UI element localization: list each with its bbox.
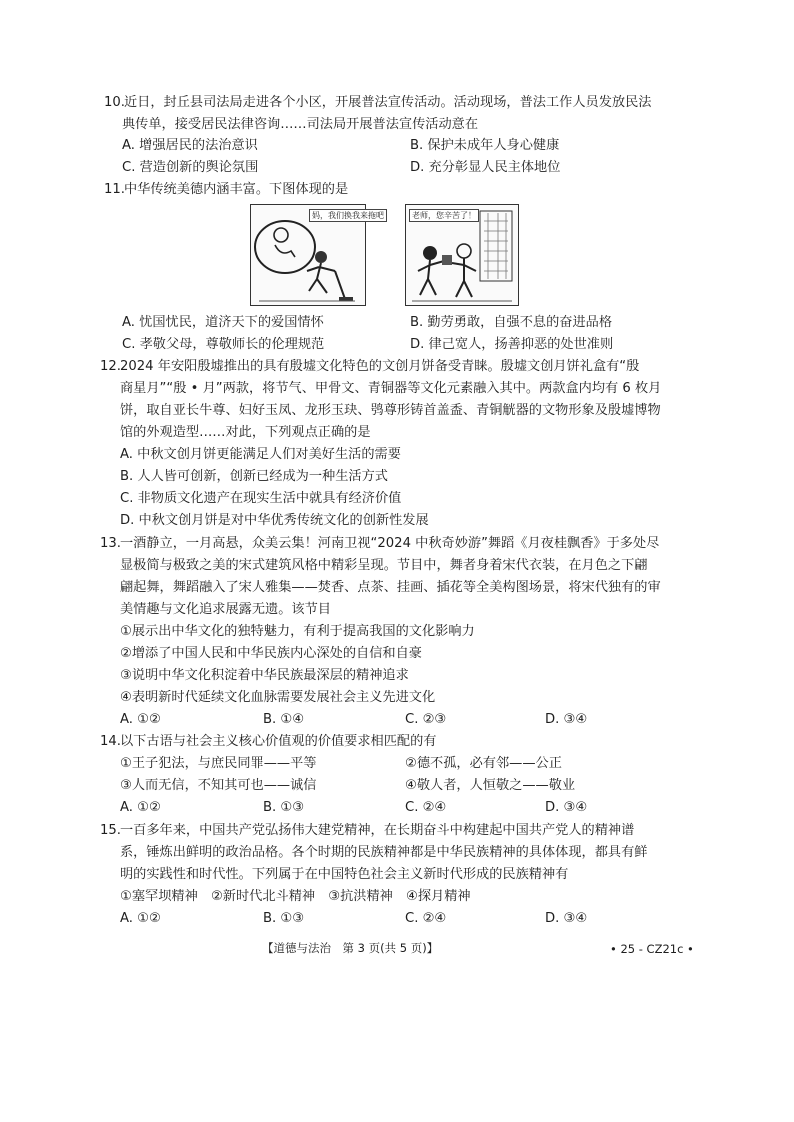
- question-10-stem-line-1: 近日，封丘县司法局走进各个小区，开展普法宣传活动。活动现场，普法工作人员发放民法: [124, 95, 652, 110]
- question-14-item-3: ③人而无信，不知其可也——诚信: [120, 778, 317, 793]
- question-10-option-b: B. 保护未成年人身心健康: [410, 138, 560, 153]
- question-13-item-3: ③说明中华文化积淀着中华民族最深层的精神追求: [120, 668, 409, 683]
- cartoon-1-speech-bubble: 妈，我们换我来拖吧: [309, 209, 387, 222]
- question-14-option-b: B. ①③: [263, 800, 305, 815]
- question-10-option-d: D. 充分彰显人民主体地位: [410, 160, 561, 175]
- question-13-option-b: B. ①④: [263, 712, 305, 727]
- question-10-option-c: C. 营造创新的舆论氛围: [122, 160, 259, 175]
- question-11-option-a: A. 忧国忧民，道济天下的爱国情怀: [122, 315, 324, 330]
- question-13-option-c: C. ②③: [405, 712, 447, 727]
- question-14-item-2: ②德不孤，必有邻——公正: [405, 756, 562, 771]
- question-14-stem: 以下古语与社会主义核心价值观的价值要求相匹配的有: [120, 734, 437, 749]
- question-13-stem-line-4: 美情趣与文化追求展露无遗。该节目: [120, 602, 331, 617]
- question-11-stem: 中华传统美德内涵丰富。下图体现的是: [124, 182, 349, 197]
- question-12-option-d: D. 中秋文创月饼是对中华优秀传统文化的创新性发展: [120, 513, 429, 528]
- question-15-option-c: C. ②④: [405, 911, 447, 926]
- question-12-number: 12.: [100, 359, 121, 374]
- cartoon-child-mopping: [250, 204, 384, 306]
- question-13-stem-line-2: 显极简与极致之美的宋式建筑风格中精彩呈现。节目中，舞者身着宋代衣装，在月色之下翩: [120, 558, 648, 573]
- question-12-option-c: C. 非物质文化遗产在现实生活中就具有经济价值: [120, 491, 402, 506]
- question-12-stem-line-2: 商星月”“殷 • 月”两款，将节气、甲骨文、青铜器等文化元素融入其中。两款盒内均有 6 枚月: [120, 381, 662, 396]
- question-12-option-b: B. 人人皆可创新，创新已经成为一种生活方式: [120, 469, 388, 484]
- question-13-option-a: A. ①②: [120, 712, 161, 727]
- question-15-option-d: D. ③④: [545, 911, 588, 926]
- question-13-stem-line-3: 翩起舞，舞蹈融入了宋人雅集——焚香、点茶、挂画、插花等全美构图场景，将宋代独有的审: [120, 580, 661, 595]
- question-14-option-c: C. ②④: [405, 800, 447, 815]
- question-14-option-d: D. ③④: [545, 800, 588, 815]
- page-footer-label: 【道德与法治 第 3 页(共 5 页)】: [262, 941, 439, 955]
- question-12-option-a: A. 中秋文创月饼更能满足人们对美好生活的需要: [120, 447, 401, 462]
- question-11-option-c: C. 孝敬父母，尊敬师长的伦理规范: [122, 337, 325, 352]
- question-11-option-d: D. 律己宽人，扬善抑恶的处世准则: [410, 337, 614, 352]
- question-13-item-1: ①展示出中华文化的独特魅力，有利于提高我国的文化影响力: [120, 624, 475, 639]
- question-15-items: ①塞罕坝精神 ②新时代北斗精神 ③抗洪精神 ④探月精神: [120, 889, 471, 904]
- question-11-option-b: B. 勤劳勇敢，自强不息的奋进品格: [410, 315, 613, 330]
- question-15-stem-line-1: 一百多年来，中国共产党弘扬伟大建党精神，在长期奋斗中构建起中国共产党人的精神谱: [120, 823, 635, 838]
- question-11-number: 11.: [104, 182, 125, 197]
- question-15-stem-line-2: 系，锤炼出鲜明的政治品格。各个时期的民族精神都是中华民族精神的具体体现，都具有鲜: [120, 845, 648, 860]
- question-13-number: 13.: [100, 536, 121, 551]
- cartoon-student-teacher: [405, 204, 519, 306]
- page-footer-code: • 25 - CZ21c •: [610, 942, 694, 956]
- question-14-item-1: ①王子犯法，与庶民同罪——平等: [120, 756, 317, 771]
- question-13-item-2: ②增添了中国人民和中华民族内心深处的自信和自豪: [120, 646, 422, 661]
- question-15-number: 15.: [100, 823, 121, 838]
- question-13-item-4: ④表明新时代延续文化血脉需要发展社会主义先进文化: [120, 690, 436, 705]
- question-13-stem-line-1: 一酒静立，一月高悬，众美云集！河南卫视“2024 中秋奇妙游”舞蹈《月夜桂飘香》于多处尽: [120, 536, 660, 551]
- question-14-number: 14.: [100, 734, 121, 749]
- question-10-stem-line-2: 典传单，接受居民法律咨询……司法局开展普法宣传活动意在: [122, 117, 479, 132]
- question-12-stem-line-1: 2024 年安阳殷墟推出的具有殷墟文化特色的文创月饼备受青睐。殷墟文创月饼礼盒有“殷: [120, 359, 640, 374]
- question-14-option-a: A. ①②: [120, 800, 161, 815]
- question-13-option-d: D. ③④: [545, 712, 588, 727]
- cartoon-2-speech-bubble: 老师，您辛苦了！: [409, 209, 479, 222]
- question-10-number: 10.: [104, 95, 125, 110]
- question-15-option-b: B. ①③: [263, 911, 305, 926]
- question-14-item-4: ④敬人者，人恒敬之——敬业: [405, 778, 576, 793]
- question-15-option-a: A. ①②: [120, 911, 161, 926]
- question-10-option-a: A. 增强居民的法治意识: [122, 138, 258, 153]
- question-15-stem-line-3: 明的实践性和时代性。下列属于在中国特色社会主义新时代形成的民族精神有: [120, 867, 569, 882]
- question-12-stem-line-3: 饼，取自亚长牛尊、妇好玉凤、龙形玉玦、鸮尊形铸首盖盉、青铜觥器的文物形象及殷墟博物: [120, 403, 661, 418]
- question-12-stem-line-4: 馆的外观造型……对此，下列观点正确的是: [120, 425, 371, 440]
